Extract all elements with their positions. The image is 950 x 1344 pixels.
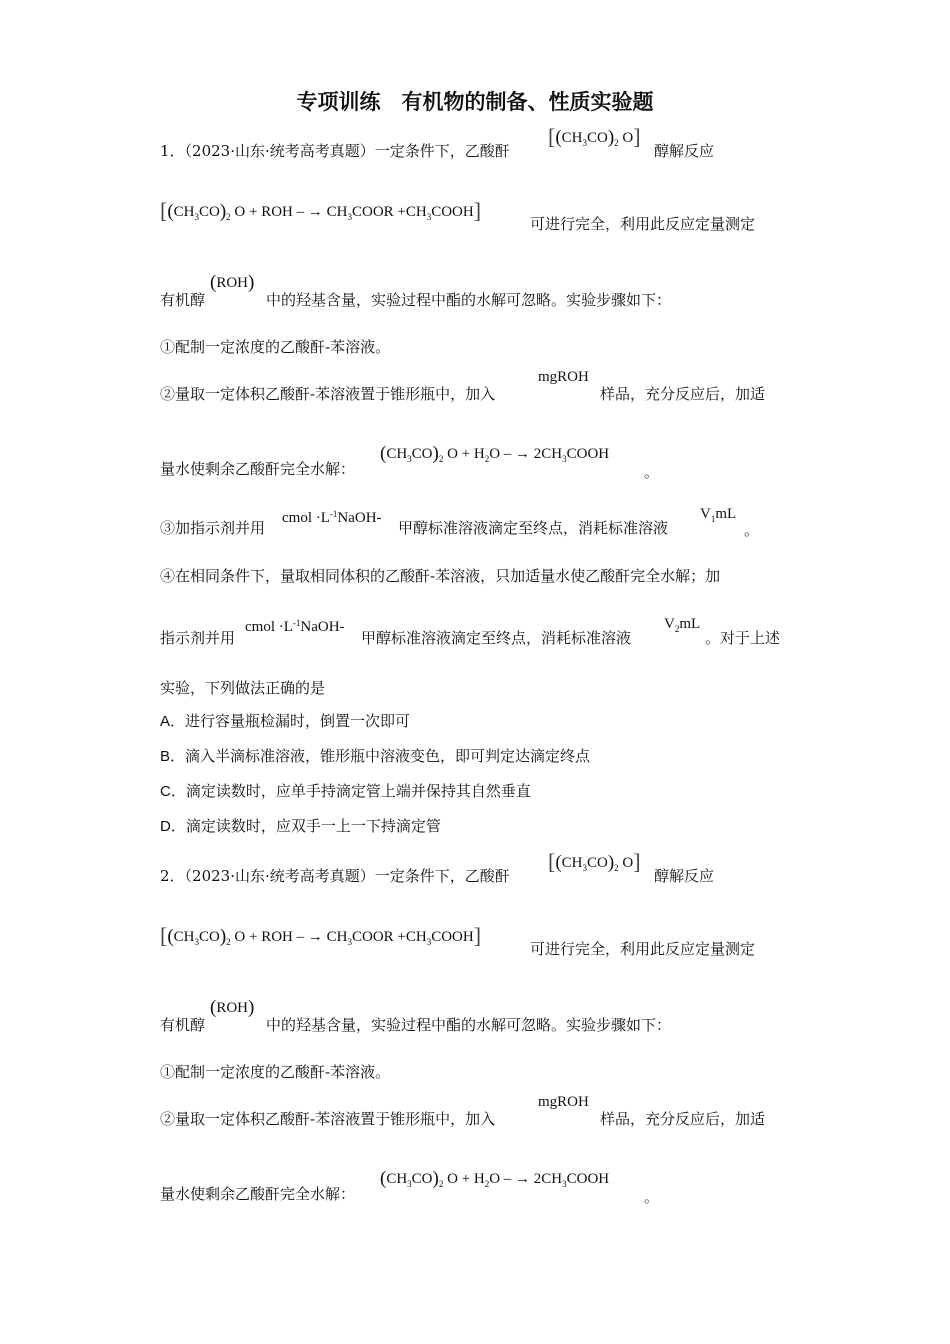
q1-step3-pre: ③加指示剂并用: [160, 519, 266, 537]
hydrolysis-formula: $(CH_3CO)_2$ $O + H_2O$ – → $2CH_3COOH$: [380, 443, 610, 464]
q1-line3-pre: 有机醇: [160, 291, 206, 309]
v1-formula: $V_1mL$: [700, 506, 737, 524]
q2-line3-post: 中的羟基含量，实验过程中酯的水解可忽略。实验步骤如下：: [266, 1016, 672, 1034]
q1-step2b-pre: 量水使剩余乙酸酐完全水解：: [160, 460, 356, 478]
q1-step4b-mid: 甲醇标准溶液滴定至终点，消耗标准溶液: [361, 629, 632, 647]
q1-line1: 1．（2023·山东·统考高考真题）一定条件下，乙酸酐: [160, 142, 510, 160]
reaction-formula: [$(CH_3CO)_2$ O + ROH – → $CH_3COOR$ $+CH_3COOH$]: [160, 198, 482, 223]
page-title: 专项训练 有机物的制备、性质实验题: [296, 89, 654, 114]
v2-formula: $V_2mL$: [664, 616, 701, 634]
q2-hydrolysis-formula: $(CH_3CO)_2$ $O + H_2O$ – → $2CH_3COOH$: [380, 1168, 610, 1189]
q1-line2-post: 可进行完全，利用此反应定量测定: [530, 215, 756, 233]
q1-line3-post: 中的羟基含量，实验过程中酯的水解可忽略。实验步骤如下：: [266, 291, 672, 309]
naoh-formula-2: cmol $\cdot L^{-1}NaOH-$: [245, 618, 345, 635]
q1-step2-pre: ②量取一定体积乙酸酐-苯溶液置于锥形瓶中，加入: [160, 385, 496, 403]
q1-step2-post: 样品，充分反应后，加适: [600, 385, 766, 403]
q1-step1: ①配制一定浓度的乙酸酐-苯溶液。: [160, 338, 391, 356]
q2-step2b-post: 。: [644, 1188, 660, 1206]
q2-step2-pre: ②量取一定体积乙酸酐-苯溶液置于锥形瓶中，加入: [160, 1110, 496, 1128]
q2-line1: 2．（2023·山东·统考高考真题）一定条件下，乙酸酐: [160, 867, 510, 885]
q1-step2b-post: 。: [644, 463, 660, 481]
q2-step1: ①配制一定浓度的乙酸酐-苯溶液。: [160, 1063, 391, 1081]
q1-step4: ④在相同条件下，量取相同体积的乙酸酐-苯溶液，只加适量水使乙酸酐完全水解；加: [160, 567, 721, 585]
naoh-formula: cmol $\cdot L^{-1}NaOH-$: [282, 509, 382, 526]
anhydride-formula: [$(CH_3CO)_2$ O]: [548, 124, 641, 149]
q1-line1-post: 醇解反应: [654, 142, 715, 160]
q1-question: 实验，下列做法正确的是: [160, 679, 326, 697]
q2-mgroh-formula: mgROH: [538, 1094, 589, 1110]
q2-roh-formula: (ROH): [210, 997, 255, 1018]
q2-line1-post: 醇解反应: [654, 867, 715, 885]
q1-step4b-pre: 指示剂并用: [160, 629, 236, 647]
option-c: C．滴定读数时，应单手持滴定管上端并保持其自然垂直: [160, 783, 531, 800]
q2-step2-post: 样品，充分反应后，加适: [600, 1110, 766, 1128]
q2-anhydride-formula: [$(CH_3CO)_2$ O]: [548, 849, 641, 874]
option-d: D．滴定读数时，应双手一上一下持滴定管: [160, 818, 441, 835]
q2-line2-post: 可进行完全，利用此反应定量测定: [530, 940, 756, 958]
q1-step3-post: 。: [744, 521, 760, 539]
q2-line3-pre: 有机醇: [160, 1016, 206, 1034]
roh-formula: (ROH): [210, 272, 255, 293]
q2-step2b-pre: 量水使剩余乙酸酐完全水解：: [160, 1185, 356, 1203]
option-b: B．滴入半滴标准溶液，锥形瓶中溶液变色，即可判定达滴定终点: [160, 748, 591, 765]
q2-reaction-formula: [$(CH_3CO)_2$ O + ROH – → $CH_3COOR$ $+CH_3COOH$]: [160, 923, 482, 948]
mgroh-formula: mgROH: [538, 369, 589, 385]
q1-step4b-post: 。对于上述: [705, 629, 781, 647]
q1-step3-mid: 甲醇标准溶液滴定至终点，消耗标准溶液: [398, 519, 669, 537]
option-a: A．进行容量瓶检漏时，倒置一次即可: [160, 713, 411, 730]
